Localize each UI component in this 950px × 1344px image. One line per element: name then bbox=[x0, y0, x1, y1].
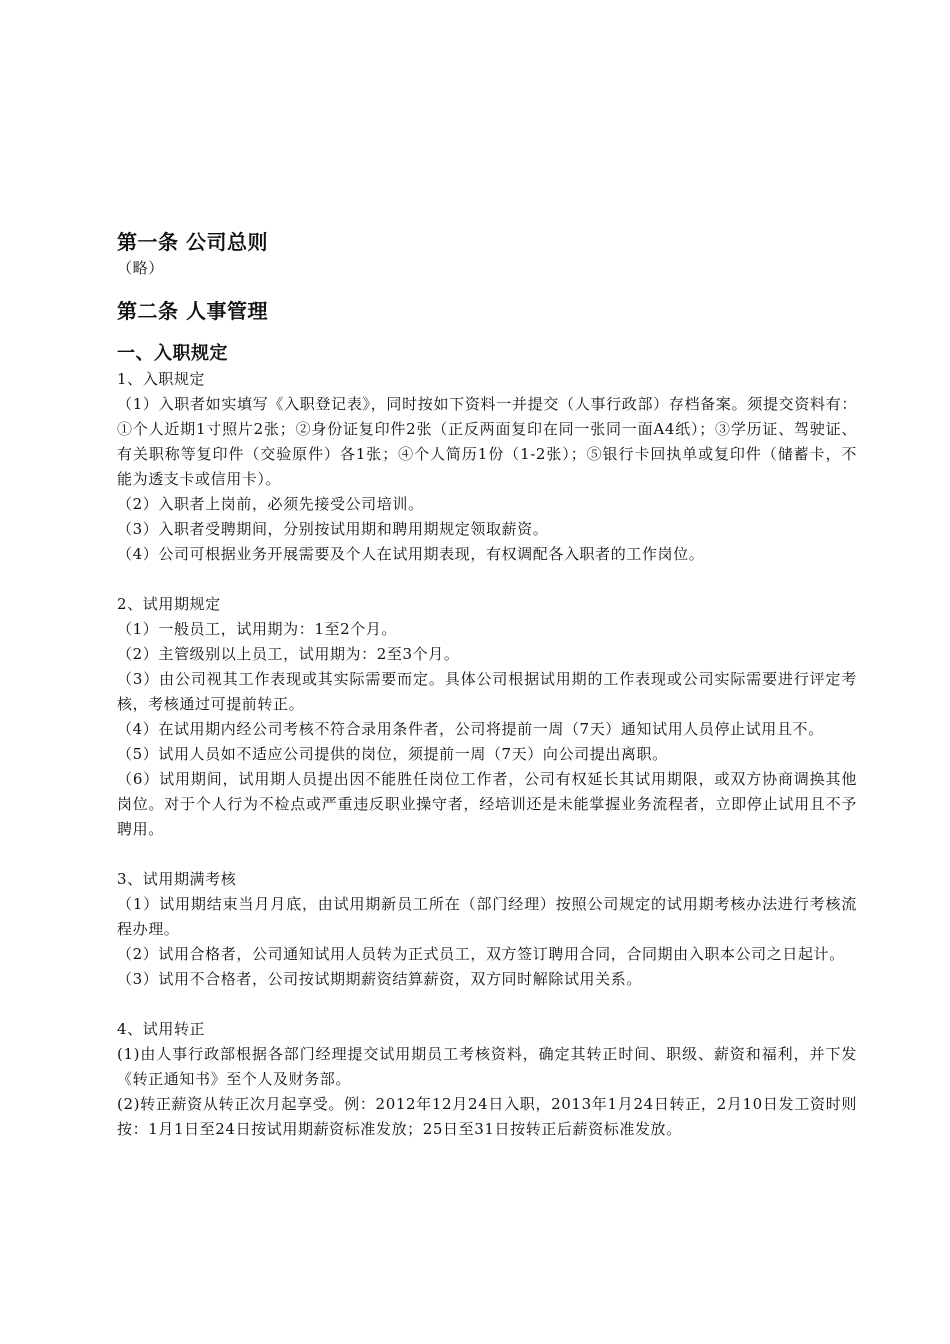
paragraph: （1）一般员工，试用期为：1至2个月。 bbox=[117, 620, 398, 638]
paragraph: （1）试用期结束当月月底，由试用期新员工所在（部门经理）按照公司规定的试用期考核办法进行考核流程办理。 bbox=[117, 895, 857, 938]
paragraph: （6）试用期间，试用期人员提出因不能胜任岗位工作者，公司有权延长其试用期限，或双方协商调换其他岗位。对于个人行为不检点或严重违反职业操守者，经培训还是未能掌握业务流程者，立即停止试用且不予聘用。 bbox=[117, 770, 857, 838]
paragraph: （2）主管级别以上员工，试用期为：2至3个月。 bbox=[117, 645, 460, 663]
article-2-title: 第二条 人事管理 bbox=[117, 299, 268, 323]
paragraph: （2）试用合格者，公司通知试用人员转为正式员工，双方签订聘用合同，合同期由入职本公司之日起计。 bbox=[117, 945, 845, 963]
paragraph: (1)由人事行政部根据各部门经理提交试用期员工考核资料，确定其转正时间、职级、薪资和福利，并下发《转正通知书》至个人及财务部。 bbox=[117, 1045, 857, 1088]
subsection-2-title: 2、试用期规定 bbox=[117, 595, 221, 613]
paragraph: (2)转正薪资从转正次月起享受。例：2012年12月24日入职，2013年1月24日转正，2月10日发工资时则按：1月1日至24日按试用期薪资标准发放；25日至31日按转正后薪资标准发放。 bbox=[117, 1095, 857, 1138]
paragraph: （3）试用不合格者，公司按试期期薪资结算薪资，双方同时解除试用关系。 bbox=[117, 970, 642, 988]
paragraph: （3）由公司视其工作表现或其实际需要而定。具体公司根据试用期的工作表现或公司实际需要进行评定考核，考核通过可提前转正。 bbox=[117, 670, 857, 713]
paragraph: （4）公司可根据业务开展需要及个人在试用期表现，有权调配各入职者的工作岗位。 bbox=[117, 545, 705, 563]
paragraph: （5）试用人员如不适应公司提供的岗位，须提前一周（7天）向公司提出离职。 bbox=[117, 745, 668, 763]
article-1-title: 第一条 公司总则 bbox=[117, 230, 268, 254]
subsection-1-title: 1、入职规定 bbox=[117, 370, 206, 388]
article-1-note: （略） bbox=[117, 259, 164, 277]
paragraph: （2）入职者上岗前，必须先接受公司培训。 bbox=[117, 495, 424, 513]
paragraph: （4）在试用期内经公司考核不符合录用条件者，公司将提前一周（7天）通知试用人员停止试用且不。 bbox=[117, 720, 824, 738]
subsection-3-title: 3、试用期满考核 bbox=[117, 870, 237, 888]
document-page bbox=[117, 228, 857, 1142]
section-1-title: 一、入职规定 bbox=[117, 343, 228, 364]
paragraph: （1）入职者如实填写《入职登记表》，同时按如下资料一并提交（人事行政部）存档备案。须提交资料有：①个人近期1寸照片2张；②身份证复印件2张（正反两面复印在同一张同一面A4纸）；③学历证、驾驶证、有关职称等复印件（交验原件）各1张；④个人简历1份（1-2张）；⑤银行卡回执单或复印件（储蓄卡，不能为透支卡或信用卡）。 bbox=[117, 395, 857, 488]
subsection-4-title: 4、试用转正 bbox=[117, 1020, 206, 1038]
paragraph: （3）入职者受聘期间，分别按试用期和聘用期规定领取薪资。 bbox=[117, 520, 549, 538]
